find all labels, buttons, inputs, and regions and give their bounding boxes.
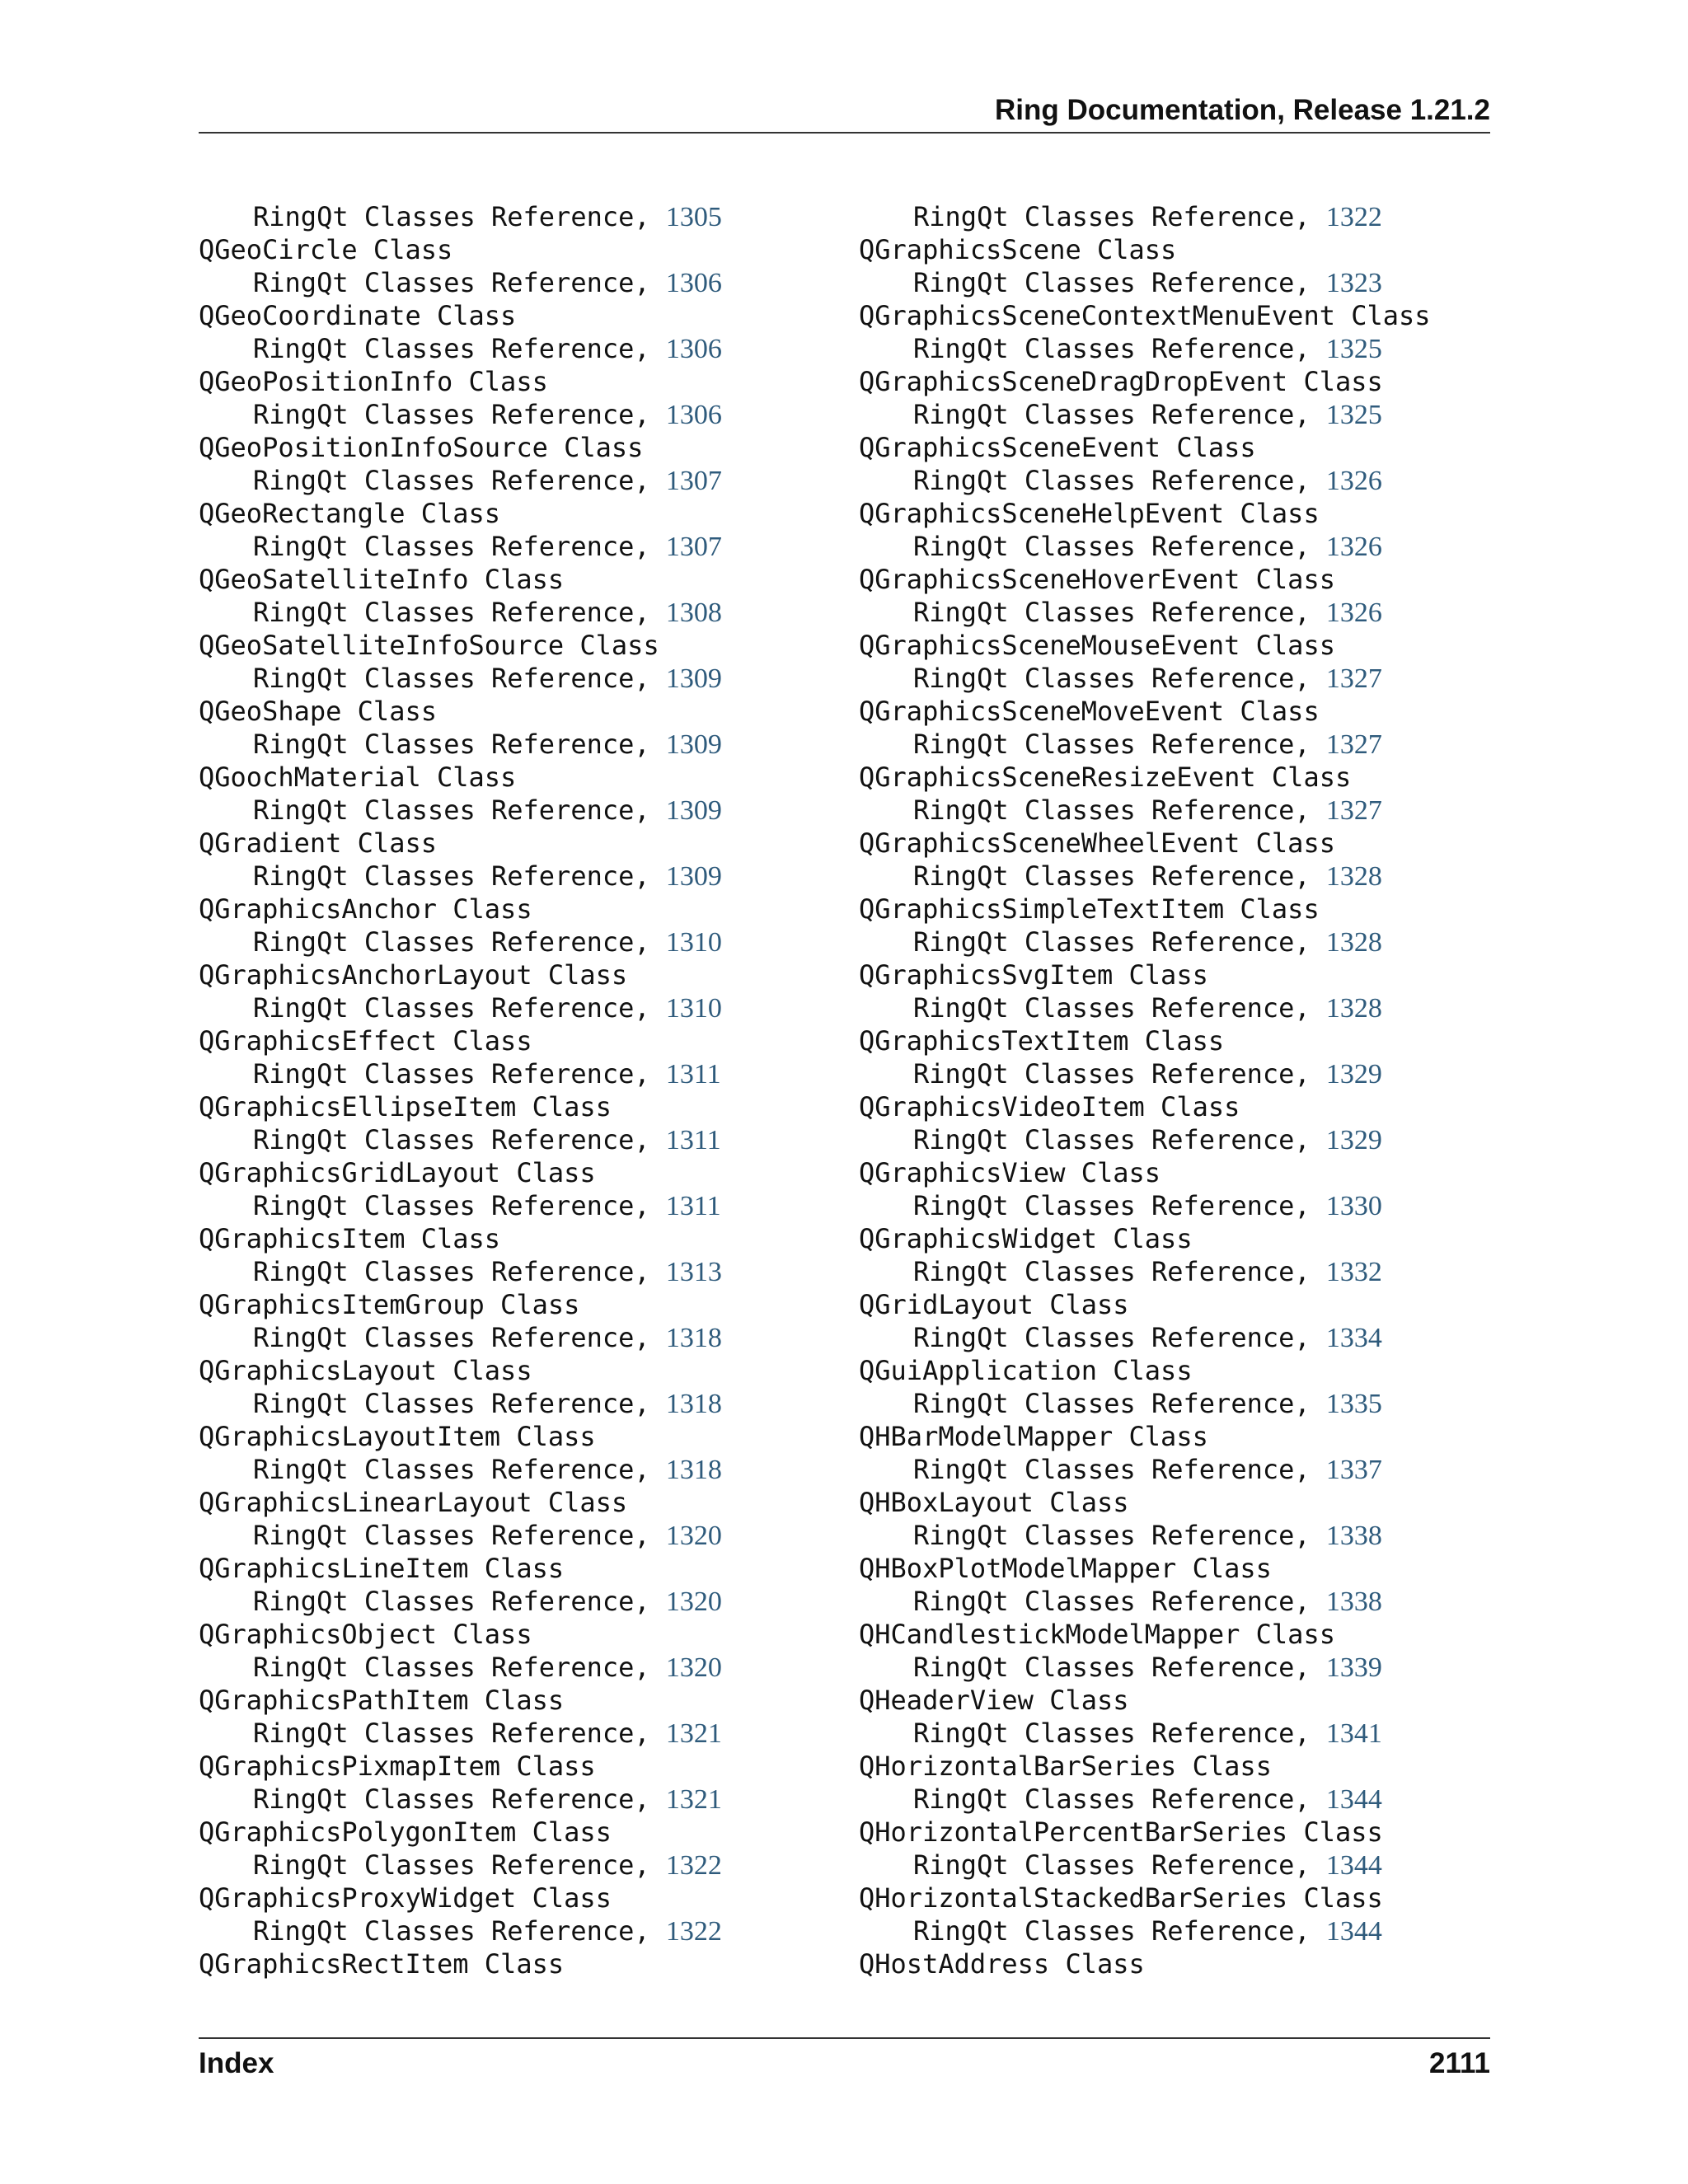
index-entry [859,563,1485,596]
entry-label: QHostAddress Class [859,1948,1145,1980]
page-link[interactable]: 1309 [665,663,722,694]
index-entry [859,1354,1485,1387]
reference-label: RingQt Classes Reference, [913,1322,1326,1353]
page-link[interactable]: 1341 [1325,1718,1382,1749]
reference-label: RingQt Classes Reference, [253,1322,666,1353]
page-link[interactable]: 1322 [665,1850,722,1881]
index-entry [199,1684,825,1717]
index-reference [199,1519,825,1552]
entry-label: QGraphicsSceneWheelEvent Class [859,827,1335,859]
index-entry [199,1947,825,1980]
entry-label: QGraphicsItem Class [199,1223,501,1254]
entry-label: QGraphicsPolygonItem Class [199,1816,612,1848]
reference-label: RingQt Classes Reference, [913,333,1326,364]
page-link[interactable]: 1309 [665,729,722,760]
entry-label: QHeaderView Class [859,1685,1129,1716]
page-link[interactable]: 1327 [1325,729,1382,760]
index-reference [199,860,825,893]
reference-label: RingQt Classes Reference, [913,1058,1326,1090]
entry-label: QGridLayout Class [859,1289,1129,1320]
index-entry [199,1750,825,1783]
page-link[interactable]: 1305 [665,202,722,232]
page-link[interactable]: 1344 [1325,1850,1382,1881]
entry-label: QGraphicsLayoutItem Class [199,1421,596,1452]
entry-label: QHorizontalPercentBarSeries Class [859,1816,1383,1848]
entry-label: QGraphicsSceneContextMenuEvent Class [859,300,1431,331]
index-reference [859,728,1485,761]
page-link[interactable]: 1306 [665,268,722,298]
index-entry [859,1750,1485,1783]
index-reference [199,991,825,1024]
index-reference [199,1849,825,1882]
reference-label: RingQt Classes Reference, [253,1915,666,1947]
entry-label: QGuiApplication Class [859,1355,1193,1386]
index-entry [859,695,1485,728]
document-title: Ring Documentation, Release 1.21.2 [994,94,1490,126]
reference-label: RingQt Classes Reference, [913,1388,1326,1419]
index-entry [199,629,825,662]
index-entry [859,365,1485,398]
reference-label: RingQt Classes Reference, [253,926,666,958]
page-link[interactable]: 1309 [665,795,722,826]
reference-label: RingQt Classes Reference, [253,1124,666,1155]
index-entry [199,1882,825,1915]
entry-label: QGraphicsWidget Class [859,1223,1193,1254]
entry-label: QGraphicsEllipseItem Class [199,1091,612,1122]
reference-label: RingQt Classes Reference, [253,992,666,1024]
page-link[interactable]: 1338 [1325,1521,1382,1551]
page-link[interactable]: 1337 [1325,1455,1382,1485]
page-link[interactable]: 1330 [1325,1191,1382,1221]
entry-label: QGraphicsVideoItem Class [859,1091,1240,1122]
reference-label: RingQt Classes Reference, [253,1058,666,1090]
index-reference [199,1189,825,1222]
page-link[interactable]: 1310 [665,993,722,1024]
index-reference [199,794,825,827]
index-reference [199,266,825,299]
index-reference [199,1057,825,1090]
entry-label: QGeoSatelliteInfo Class [199,564,565,595]
index-column-right [859,200,1485,1980]
index-reference [199,1453,825,1486]
entry-label: QGraphicsPixmapItem Class [199,1750,596,1782]
page-header [199,92,1490,134]
index-entry [859,1486,1485,1519]
index-entry [199,1552,825,1585]
index-entry [859,893,1485,926]
entry-label: QGeoPositionInfo Class [199,366,548,397]
index-reference [859,1915,1485,1947]
entry-label: QGraphicsSceneEvent Class [859,432,1256,463]
index-entry [199,563,825,596]
index-entry [859,497,1485,530]
index-reference [859,1651,1485,1684]
page-link[interactable]: 1323 [1325,268,1382,298]
index-column-left [199,200,825,1980]
index-entry [859,1882,1485,1915]
entry-label: QGraphicsSceneResizeEvent Class [859,762,1352,793]
reference-label: RingQt Classes Reference, [913,201,1326,232]
page-link[interactable]: 1344 [1325,1916,1382,1947]
page-link[interactable]: 1327 [1325,663,1382,694]
index-entry [859,827,1485,860]
reference-label: RingQt Classes Reference, [253,860,666,892]
entry-label: QGradient Class [199,827,437,859]
index-entry [199,299,825,332]
index-entry [859,761,1485,794]
index-reference [199,1717,825,1750]
entry-label: QGraphicsLayout Class [199,1355,532,1386]
reference-label: RingQt Classes Reference, [253,1388,666,1419]
index-reference [859,1189,1485,1222]
reference-label: RingQt Classes Reference, [913,1718,1326,1749]
reference-label: RingQt Classes Reference, [253,1652,666,1683]
index-entry [199,365,825,398]
entry-label: QHorizontalStackedBarSeries Class [859,1882,1383,1914]
reference-label: RingQt Classes Reference, [253,267,666,298]
reference-label: RingQt Classes Reference, [253,794,666,826]
reference-label: RingQt Classes Reference, [253,1586,666,1617]
page-link[interactable]: 1306 [665,400,722,430]
reference-label: RingQt Classes Reference, [913,1849,1326,1881]
index-reference [199,728,825,761]
page-link[interactable]: 1327 [1325,795,1382,826]
entry-label: QGraphicsPathItem Class [199,1685,565,1716]
index-reference [199,332,825,365]
entry-label: QGraphicsSceneHelpEvent Class [859,498,1320,529]
index-entry [859,1090,1485,1123]
reference-label: RingQt Classes Reference, [913,1915,1326,1947]
page-link[interactable]: 1320 [665,1586,722,1617]
index-reference [859,596,1485,629]
page-link[interactable]: 1311 [665,1191,721,1221]
index-reference [199,1651,825,1684]
index-reference [199,1387,825,1420]
index-reference [859,332,1485,365]
page-link[interactable]: 1329 [1325,1125,1382,1155]
page-link[interactable]: 1325 [1325,334,1382,364]
reference-label: RingQt Classes Reference, [253,399,666,430]
entry-label: QGraphicsEffect Class [199,1025,532,1057]
reference-label: RingQt Classes Reference, [253,1849,666,1881]
index-reference [859,1783,1485,1816]
index-reference [199,200,825,233]
index-entry [859,1816,1485,1849]
page-link[interactable]: 1326 [1325,466,1382,496]
page-link[interactable]: 1311 [665,1059,721,1090]
section-name: Index [199,2047,274,2079]
page-link[interactable]: 1310 [665,927,722,958]
entry-label: QGraphicsSimpleTextItem Class [859,893,1320,925]
index-reference [859,1717,1485,1750]
page-link[interactable]: 1321 [665,1718,722,1749]
reference-label: RingQt Classes Reference, [913,1520,1326,1551]
entry-label: QGraphicsView Class [859,1157,1161,1188]
index-entry [199,893,825,926]
index-reference [859,464,1485,497]
index-reference [859,200,1485,233]
reference-label: RingQt Classes Reference, [253,597,666,628]
index-reference [859,662,1485,695]
reference-label: RingQt Classes Reference, [913,465,1326,496]
entry-label: QGraphicsScene Class [859,234,1177,265]
reference-label: RingQt Classes Reference, [253,729,666,760]
page-link[interactable]: 1328 [1325,927,1382,958]
entry-label: QHBarModelMapper Class [859,1421,1208,1452]
index-entry [859,629,1485,662]
index-entry [859,299,1485,332]
index-reference [859,860,1485,893]
index-entry [859,1222,1485,1255]
index-reference [199,1321,825,1354]
index-entry [859,1552,1485,1585]
index-reference [859,1519,1485,1552]
index-entry [199,695,825,728]
index-entry [199,1156,825,1189]
reference-label: RingQt Classes Reference, [253,1520,666,1551]
index-reference [199,662,825,695]
page-link[interactable]: 1344 [1325,1784,1382,1815]
reference-label: RingQt Classes Reference, [253,201,666,232]
entry-label: QHBoxLayout Class [859,1487,1129,1518]
reference-label: RingQt Classes Reference, [253,333,666,364]
reference-label: RingQt Classes Reference, [913,794,1326,826]
index-entry [199,497,825,530]
entry-label: QHorizontalBarSeries Class [859,1750,1272,1782]
entry-label: QGraphicsTextItem Class [859,1025,1225,1057]
page-link[interactable]: 1321 [665,1784,722,1815]
index-reference [199,1915,825,1947]
index-reference [859,398,1485,431]
index-entry [199,1816,825,1849]
entry-label: QGraphicsGridLayout Class [199,1157,596,1188]
index-reference [859,926,1485,958]
reference-label: RingQt Classes Reference, [913,1124,1326,1155]
entry-label: QGraphicsItemGroup Class [199,1289,580,1320]
index-entry [199,1090,825,1123]
page-link[interactable]: 1325 [1325,400,1382,430]
reference-label: RingQt Classes Reference, [913,860,1326,892]
index-entry [199,431,825,464]
index-entry [199,958,825,991]
entry-label: QGraphicsSceneDragDropEvent Class [859,366,1383,397]
entry-label: QGeoCoordinate Class [199,300,517,331]
page-link[interactable]: 1320 [665,1652,722,1683]
index-reference [859,266,1485,299]
page-link[interactable]: 1307 [665,532,722,562]
index-entry [199,1420,825,1453]
reference-label: RingQt Classes Reference, [913,399,1326,430]
page-link[interactable]: 1318 [665,1323,722,1353]
index-reference [859,1585,1485,1618]
entry-label: QGraphicsSvgItem Class [859,959,1208,991]
entry-label: QGraphicsSceneHoverEvent Class [859,564,1335,595]
reference-label: RingQt Classes Reference, [913,1256,1326,1287]
entry-label: QGraphicsProxyWidget Class [199,1882,612,1914]
page-link[interactable]: 1338 [1325,1586,1382,1617]
reference-label: RingQt Classes Reference, [253,1454,666,1485]
index-reference [859,1321,1485,1354]
index-reference [859,1057,1485,1090]
index-entry [199,233,825,266]
reference-label: RingQt Classes Reference, [913,992,1326,1024]
reference-label: RingQt Classes Reference, [253,465,666,496]
index-entry [199,1024,825,1057]
entry-label: QGraphicsRectItem Class [199,1948,565,1980]
index-entry [199,761,825,794]
index-reference [859,1387,1485,1420]
page-link[interactable]: 1326 [1325,532,1382,562]
reference-label: RingQt Classes Reference, [253,531,666,562]
index-entry [199,1618,825,1651]
page-link[interactable]: 1322 [1325,202,1382,232]
index-entry [859,1288,1485,1321]
entry-label: QGeoPositionInfoSource Class [199,432,644,463]
index-reference [859,1123,1485,1156]
entry-label: QGoochMaterial Class [199,762,517,793]
index-reference [859,794,1485,827]
reference-label: RingQt Classes Reference, [913,597,1326,628]
page-link[interactable]: 1320 [665,1521,722,1551]
reference-label: RingQt Classes Reference, [913,729,1326,760]
reference-label: RingQt Classes Reference, [913,267,1326,298]
reference-label: RingQt Classes Reference, [913,1783,1326,1815]
index-reference [859,1453,1485,1486]
reference-label: RingQt Classes Reference, [253,663,666,694]
index-reference [199,464,825,497]
index-entry [859,1684,1485,1717]
reference-label: RingQt Classes Reference, [913,1454,1326,1485]
reference-label: RingQt Classes Reference, [913,1586,1326,1617]
entry-label: QGraphicsLineItem Class [199,1553,565,1584]
entry-label: QGraphicsSceneMouseEvent Class [859,630,1335,661]
index-reference [859,1849,1485,1882]
index-reference [859,991,1485,1024]
index-reference [199,530,825,563]
index-entry [859,1156,1485,1189]
page-link[interactable]: 1335 [1325,1389,1382,1419]
entry-label: QGraphicsAnchorLayout Class [199,959,628,991]
index-entry [859,1024,1485,1057]
page-footer [199,2037,1490,2079]
entry-label: QGraphicsAnchor Class [199,893,532,925]
index-reference [199,596,825,629]
page-link[interactable]: 1326 [1325,598,1382,628]
page-number: 2111 [1429,2047,1490,2079]
index-reference [199,398,825,431]
index-entry [859,431,1485,464]
index-entry [199,1486,825,1519]
page-link[interactable]: 1329 [1325,1059,1382,1090]
reference-label: RingQt Classes Reference, [913,663,1326,694]
reference-label: RingQt Classes Reference, [253,1190,666,1221]
page-link[interactable]: 1332 [1325,1257,1382,1287]
page-link[interactable]: 1313 [665,1257,722,1287]
index-reference [199,1123,825,1156]
page-link[interactable]: 1318 [665,1455,722,1485]
page-link[interactable]: 1307 [665,466,722,496]
reference-label: RingQt Classes Reference, [913,1190,1326,1221]
index-entry [859,958,1485,991]
page-link[interactable]: 1309 [665,861,722,892]
entry-label: QGeoSatelliteInfoSource Class [199,630,659,661]
index-reference [199,1783,825,1816]
index-reference [199,1585,825,1618]
page-link[interactable]: 1334 [1325,1323,1382,1353]
page-link[interactable]: 1322 [665,1916,722,1947]
entry-label: QGraphicsObject Class [199,1619,532,1650]
index-reference [859,530,1485,563]
index-entry [199,1288,825,1321]
page-link[interactable]: 1339 [1325,1652,1382,1683]
page-link[interactable]: 1318 [665,1389,722,1419]
index-entry [199,827,825,860]
entry-label: QGeoShape Class [199,696,437,727]
index-entry [859,233,1485,266]
reference-label: RingQt Classes Reference, [913,531,1326,562]
entry-label: QGeoCircle Class [199,234,453,265]
index-reference [199,926,825,958]
index-entry [859,1618,1485,1651]
page-link[interactable]: 1328 [1325,861,1382,892]
reference-label: RingQt Classes Reference, [913,926,1326,958]
entry-label: QHCandlestickModelMapper Class [859,1619,1335,1650]
index-reference [859,1255,1485,1288]
entry-label: QHBoxPlotModelMapper Class [859,1553,1272,1584]
entry-label: QGraphicsSceneMoveEvent Class [859,696,1320,727]
index-entry [859,1420,1485,1453]
index-entry [199,1354,825,1387]
reference-label: RingQt Classes Reference, [253,1256,666,1287]
page-link[interactable]: 1308 [665,598,722,628]
page-link[interactable]: 1311 [665,1125,721,1155]
entry-label: QGeoRectangle Class [199,498,501,529]
index-entry [199,1222,825,1255]
reference-label: RingQt Classes Reference, [253,1718,666,1749]
index-reference [199,1255,825,1288]
reference-label: RingQt Classes Reference, [253,1783,666,1815]
index-entry [859,1947,1485,1980]
page-link[interactable]: 1328 [1325,993,1382,1024]
page-link[interactable]: 1306 [665,334,722,364]
entry-label: QGraphicsLinearLayout Class [199,1487,628,1518]
reference-label: RingQt Classes Reference, [913,1652,1326,1683]
